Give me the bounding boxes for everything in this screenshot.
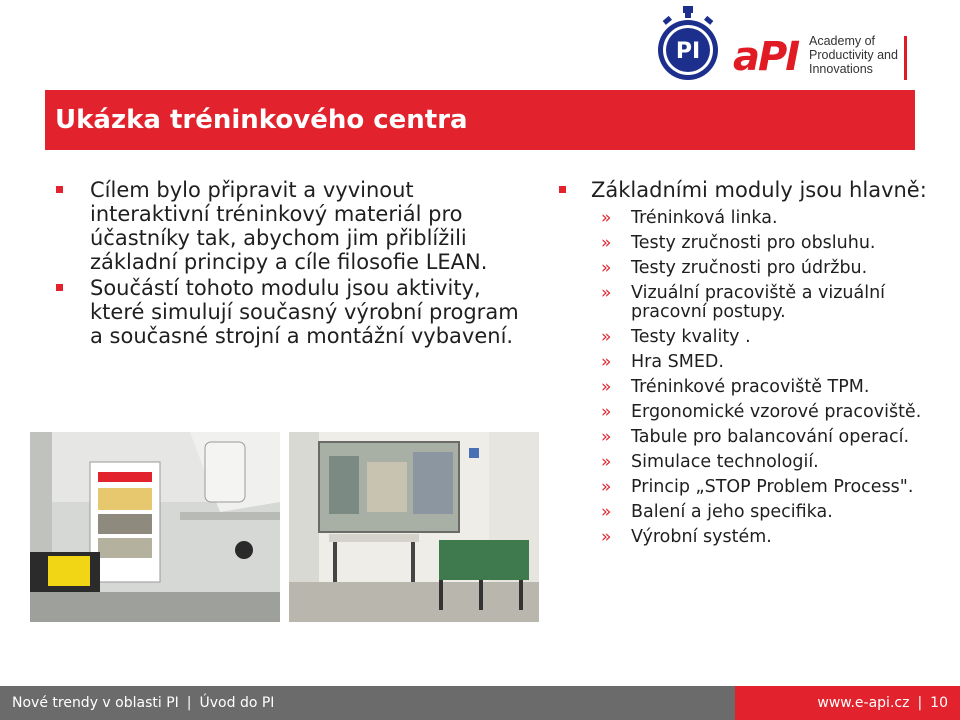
module-item: » Testy kvality . xyxy=(601,327,751,347)
footer-separator: | xyxy=(917,695,923,711)
api-logo-divider xyxy=(904,36,907,80)
module-item: » Tréninkové pracoviště TPM. xyxy=(601,377,870,397)
api-logo-text xyxy=(809,34,898,76)
bullet-square-icon xyxy=(559,186,566,193)
raquo-icon: » xyxy=(601,427,612,447)
module-item: » Testy zručnosti pro obsluhu. xyxy=(601,233,876,253)
left-bullet-text: Součástí tohoto modulu jsou aktivity, které simulují současný výrobní program a současné strojní a montážní vybavení. xyxy=(90,276,519,348)
raquo-icon: » xyxy=(601,208,612,228)
raquo-icon: » xyxy=(601,283,612,303)
api-logo-line: Innovations xyxy=(809,62,873,76)
title-banner xyxy=(45,90,915,150)
raquo-icon: » xyxy=(601,377,612,397)
api-logo xyxy=(733,30,913,82)
api-logo-letters: aPI xyxy=(733,34,799,80)
footer xyxy=(0,686,960,720)
raquo-icon: » xyxy=(601,233,612,253)
raquo-icon: » xyxy=(601,402,612,422)
pi-logo xyxy=(655,4,721,82)
left-bullet xyxy=(52,276,532,348)
workstation-photo xyxy=(30,432,280,622)
bullet-square-icon xyxy=(56,186,63,193)
footer-page-number: 10 xyxy=(930,695,948,711)
module-item: » Simulace technologií. xyxy=(601,452,819,472)
api-logo-line: Academy of xyxy=(809,34,876,48)
left-bullet xyxy=(52,178,532,274)
footer-course-name: Nové trendy v oblasti PI xyxy=(12,695,179,711)
api-logo-line: Productivity and xyxy=(809,48,898,62)
module-item: » Hra SMED. xyxy=(601,352,724,372)
pi-logo-letters: PI xyxy=(675,39,701,64)
module-item: » Vizuální pracoviště a vizuální pracovní postupy. xyxy=(601,283,886,322)
raquo-icon: » xyxy=(601,352,612,372)
module-item: » Testy zručnosti pro údržbu. xyxy=(601,258,868,278)
module-item: » Ergonomické vzorové pracoviště. xyxy=(601,402,922,422)
module-item: » Tréninková linka. xyxy=(601,208,778,228)
training-room-photo-image xyxy=(289,432,539,622)
raquo-icon: » xyxy=(601,327,612,347)
stopwatch-logo-icon xyxy=(655,4,721,82)
left-bullet-text: Cílem bylo připravit a vyvinout interaktivní tréninkový materiál pro účastníky tak, abychom jim přiblížili základní principy a cíle filosofie LEAN. xyxy=(90,178,488,274)
raquo-icon: » xyxy=(601,502,612,522)
footer-left xyxy=(12,686,274,720)
footer-separator: | xyxy=(186,695,192,711)
module-item: » Tabule pro balancování operací. xyxy=(601,427,910,447)
modules-heading xyxy=(555,178,945,202)
modules-heading-text: Základními moduly jsou hlavně: xyxy=(591,178,927,202)
modules-list xyxy=(555,209,945,547)
left-content xyxy=(52,178,532,350)
raquo-icon: » xyxy=(601,527,612,547)
footer-right xyxy=(735,686,960,720)
module-item: » Balení a jeho specifika. xyxy=(601,502,833,522)
module-item: » Princip „STOP Problem Process". xyxy=(601,477,914,497)
raquo-icon: » xyxy=(601,452,612,472)
workstation-photo-image xyxy=(30,432,280,622)
right-content xyxy=(555,178,945,553)
slide-title: Ukázka tréninkového centra xyxy=(55,105,468,135)
raquo-icon: » xyxy=(601,477,612,497)
raquo-icon: » xyxy=(601,258,612,278)
bullet-square-icon xyxy=(56,284,63,291)
module-item: » Výrobní systém. xyxy=(601,527,772,547)
footer-chapter-name: Úvod do PI xyxy=(199,695,275,711)
footer-url[interactable]: www.e-api.cz xyxy=(817,695,910,711)
training-room-photo xyxy=(289,432,539,622)
